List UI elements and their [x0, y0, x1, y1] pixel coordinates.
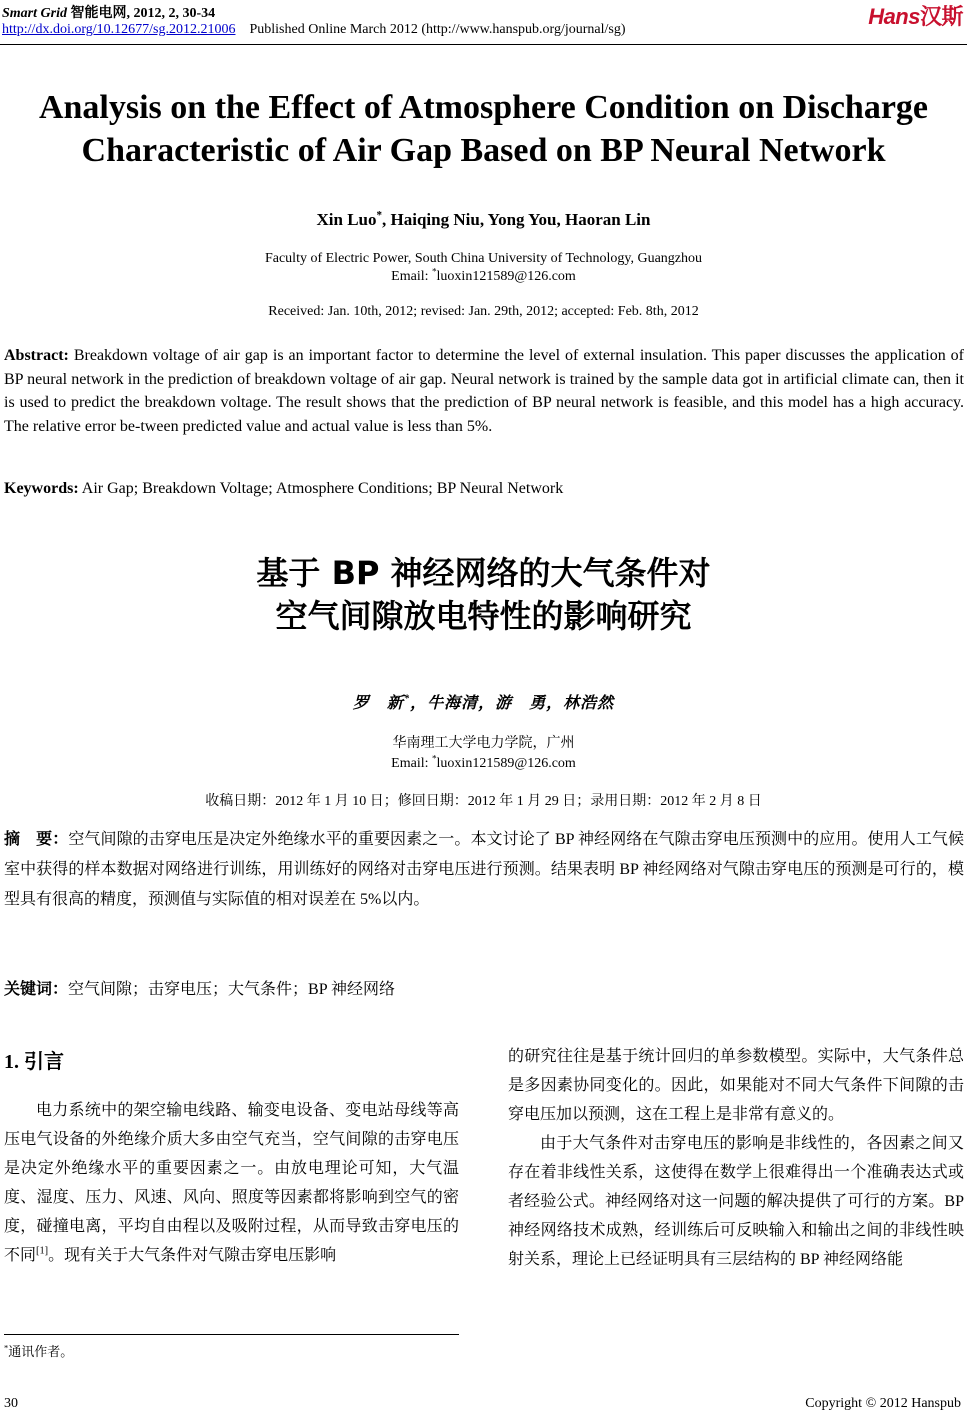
email-cn: Email: *luoxin121589@126.com [391, 753, 576, 771]
header-rule [0, 44, 967, 45]
body-paragraph: 由于大气条件对击穿电压的影响是非线性的，各因素之间又存在着非线性关系，这使得在数学上很难得出一个准确表达式或者经验公式。神经网络对这一问题的解决提供了可行的方案。BP 神经网络技术成熟，经训练后可反映输入和输出之间的非线性映射关系，理论上已经证明具有三层结构的 BP 神经网络能 [508, 1135, 964, 1268]
abstract-text: Breakdown voltage of air gap is an important factor to determine the level of external insulation. This paper discusses the application of BP neural network in the prediction of breakdown voltage of air gap. Neural network is trained by the sample data got in artificial climate can, then it is used to predict the breakdown voltage. The result shows that the prediction of BP neural network is feasible, and this model has a high accuracy. The relative error be-tween predicted value and actual value is less than 5%. [4, 347, 964, 435]
journal-reference [2, 2, 215, 22]
citation-ref[interactable]: [1] [36, 1245, 49, 1257]
paper-title-cn: 基于 BP 神经网络的大气条件对 空气间隙放电特性的影响研究 [256, 554, 711, 635]
authors-cn: 罗 新*，牛海清，游 勇，林浩然 [352, 693, 615, 712]
keywords-text: Air Gap; Breakdown Voltage; Atmosphere Conditions; BP Neural Network [78, 480, 564, 497]
journal-cn-ref: 智能电网, 2012, 2, 30-34 [70, 6, 216, 21]
affiliation-cn: 华南理工大学电力学院，广州 Email: *luoxin121589@126.com [0, 734, 967, 774]
journal-name: Smart Grid [2, 6, 67, 21]
dates-cn: 收稿日期：2012 年 1 月 10 日；修回日期：2012 年 1 月 29 日；录用日期：2012 年 2 月 8 日 [205, 794, 762, 809]
abstract-en [4, 344, 964, 438]
body-paragraph: 电力系统中的架空输电线路、输变电设备、变电站母线等高压电气设备的外绝缘介质大多由空气充当，空气间隙的击穿电压是决定外绝缘水平的重要因素之一。由放电理论可知，大气温度、湿度、压力、风速、风向、照度等因素都将影响到空气的密度，碰撞电离，平均自由程以及吸附过程，从而导致击穿电压的不同[1]。现有关于大气条件对气隙击穿电压影响 [4, 1102, 459, 1264]
authors-en: Xin Luo*, Haiqing Niu, Yong You, Haoran Lin [316, 209, 651, 229]
keywords-label: Keywords: [4, 480, 79, 497]
abstract-cn-text: 空气间隙的击穿电压是决定外绝缘水平的重要因素之一。本文讨论了 BP 神经网络在气隙击穿电压预测中的应用。使用人工气候室中获得的样本数据对网络进行训练，用训练好的网络对击穿电压进行预测。结果表明 BP 神经网络对气隙击穿电压的预测是可行的，模型具有很高的精度，预测值与实际值的相对误差在 5%以内。 [4, 831, 964, 908]
email-en: Email: *luoxin121589@126.com [391, 266, 576, 284]
section-heading: 1. 引言 [4, 1051, 64, 1073]
body-column-right [508, 1042, 964, 1274]
copyright: Copyright © 2012 Hanspub [805, 1396, 961, 1411]
hans-logo: Hans汉斯 [868, 4, 963, 29]
abstract-label: Abstract: [4, 347, 69, 364]
doi-link[interactable]: http://dx.doi.org/10.12677/sg.2012.21006 [2, 22, 236, 37]
body-column-left [4, 1096, 459, 1270]
dates-en: Received: Jan. 10th, 2012; revised: Jan. 29th, 2012; accepted: Feb. 8th, 2012 [268, 304, 699, 319]
abstract-cn [4, 825, 964, 915]
keywords-cn-label: 关键词： [4, 981, 69, 998]
abstract-cn-label: 摘 要： [4, 831, 69, 848]
keywords-en [4, 480, 964, 498]
published-online: Published Online March 2012 (http://www.hanspub.org/journal/sg) [249, 22, 626, 37]
keywords-cn [4, 976, 964, 999]
paper-title-en: Analysis on the Effect of Atmosphere Condition on Discharge Characteristic of Air Gap Based on BP Neural Network [38, 89, 929, 169]
page-number: 30 [4, 1396, 18, 1411]
footnote-rule [4, 1334, 459, 1335]
keywords-cn-text: 空气间隙；击穿电压；大气条件；BP 神经网络 [68, 981, 395, 998]
footnote: *通讯作者。 [4, 1342, 74, 1359]
affiliation-en: Faculty of Electric Power, South China University of Technology, Guangzhou Email: *luoxin121589@126.com [0, 250, 967, 286]
body-paragraph: 的研究往往是基于统计回归的单参数模型。实际中，大气条件总是多因素协同变化的。因此，如果能对不同大气条件下间隙的击穿电压加以预测，这在工程上是非常有意义的。 [508, 1048, 964, 1123]
publication-line [2, 22, 626, 38]
